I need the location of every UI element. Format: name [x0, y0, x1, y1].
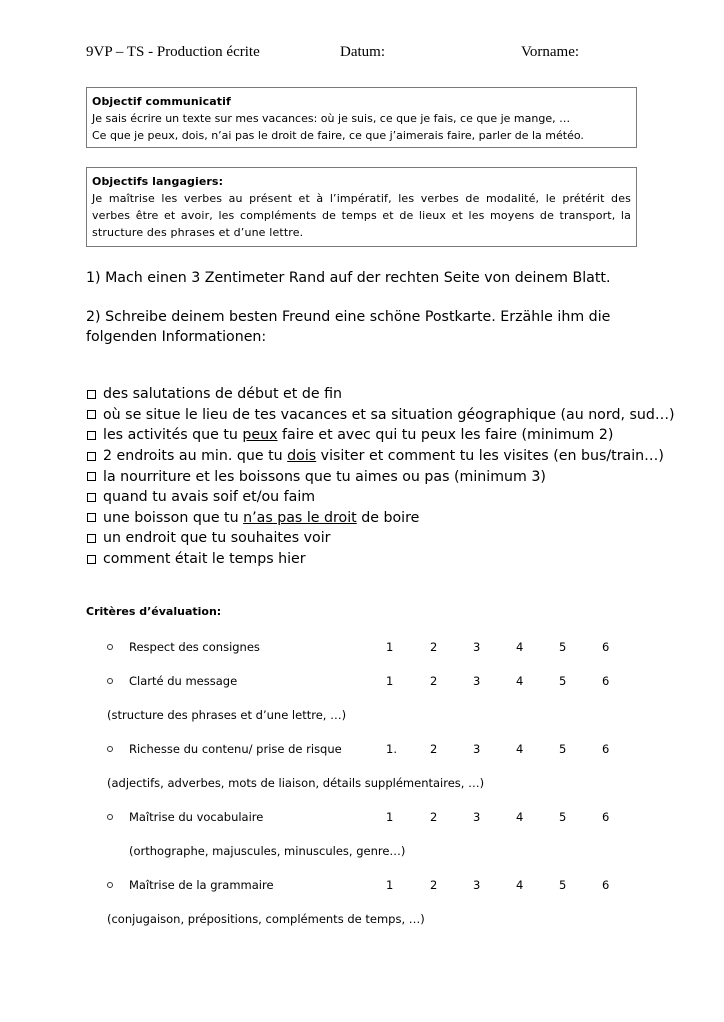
score-option[interactable]: 3: [473, 810, 481, 824]
score-option[interactable]: 2: [430, 742, 438, 756]
objectif-communicatif-line2: Ce que je peux, dois, n’ai pas le droit de faire, ce que j’aimerais faire, parler de la météo.: [92, 129, 584, 142]
criterion-note: (adjectifs, adverbes, mots de liaison, détails supplémentaires, …): [107, 776, 485, 790]
criterion-note: (structure des phrases et d’une lettre, …): [107, 708, 347, 722]
criterion-label: Clarté du message: [129, 674, 238, 688]
instruction-step-2-line1: 2) Schreibe deinem besten Freund eine schöne Postkarte. Erzähle ihm die: [86, 309, 611, 325]
score-option[interactable]: 5: [559, 742, 567, 756]
checkbox-icon[interactable]: [87, 534, 96, 543]
criterion-note: (conjugaison, prépositions, compléments de temps, …): [107, 912, 425, 926]
score-option[interactable]: 5: [559, 810, 567, 824]
score-option[interactable]: 3: [473, 742, 481, 756]
checklist-item: où se situe le lieu de tes vacances et sa situation géographique (au nord, sud…): [86, 405, 656, 426]
underlined-word: n’as pas le droit: [243, 509, 357, 526]
checkbox-icon[interactable]: [87, 472, 96, 481]
instruction-step-1: 1) Mach einen 3 Zentimeter Rand auf der rechten Seite von deinem Blatt.: [86, 270, 611, 286]
criterion-label: Maîtrise de la grammaire: [129, 878, 274, 892]
criterion-row: [0, 640, 724, 658]
page-header: [86, 44, 646, 64]
score-option[interactable]: 1: [386, 674, 394, 688]
score-option[interactable]: 1: [386, 640, 394, 654]
criterion-label: Respect des consignes: [129, 640, 260, 654]
instruction-step-2-line2: folgenden Informationen:: [86, 329, 267, 345]
instruction-step-2: [86, 307, 646, 347]
criterion-row: [0, 878, 724, 896]
worksheet-title: 9VP – TS - Production écrite: [86, 44, 260, 60]
score-option[interactable]: 2: [430, 674, 438, 688]
checkbox-icon[interactable]: [87, 493, 96, 502]
objectifs-langagiers-line3: structure des phrases et d’une lettre.: [92, 226, 304, 239]
date-label: Datum:: [340, 44, 385, 60]
checkbox-icon[interactable]: [87, 410, 96, 419]
criterion-label: Maîtrise du vocabulaire: [129, 810, 264, 824]
criterion-row: [0, 674, 724, 692]
score-option[interactable]: 3: [473, 674, 481, 688]
criteria-title: Critères d’évaluation:: [86, 605, 222, 618]
criterion-note: (orthographe, majuscules, minuscules, genre…): [129, 844, 406, 858]
circle-bullet-icon: [107, 746, 113, 752]
objectifs-langagiers-line1: Je maîtrise les verbes au présent et à l’impératif, les verbes de modalité, le prétérit des: [92, 192, 631, 205]
score-option[interactable]: 4: [516, 878, 524, 892]
score-option[interactable]: 4: [516, 810, 524, 824]
checklist-item: comment était le temps hier: [86, 549, 656, 570]
checkbox-icon[interactable]: [87, 431, 96, 440]
first-name-label: Vorname:: [521, 44, 580, 60]
underlined-word: dois: [287, 448, 317, 465]
score-option[interactable]: 6: [602, 742, 610, 756]
criterion-row: [0, 742, 724, 760]
circle-bullet-icon: [107, 882, 113, 888]
checklist-item: 2 endroits au min. que tu dois visiter et comment tu les visites (en bus/train…): [86, 446, 656, 467]
score-option[interactable]: 5: [559, 640, 567, 654]
checklist-item: des salutations de début et de fin: [86, 384, 656, 405]
score-option[interactable]: 2: [430, 810, 438, 824]
score-option[interactable]: 3: [473, 640, 481, 654]
score-option[interactable]: 2: [430, 640, 438, 654]
score-option[interactable]: 1: [386, 878, 394, 892]
checklist-item: quand tu avais soif et/ou faim: [86, 487, 656, 508]
objectifs-langagiers-box: [86, 167, 637, 247]
checkbox-icon[interactable]: [87, 555, 96, 564]
underlined-word: peux: [242, 427, 278, 444]
checkbox-icon[interactable]: [87, 390, 96, 399]
content-checklist: [86, 384, 675, 569]
score-option[interactable]: 3: [473, 878, 481, 892]
score-option[interactable]: 4: [516, 674, 524, 688]
criterion-row: [0, 810, 724, 828]
score-option[interactable]: 6: [602, 810, 610, 824]
score-option[interactable]: 1.: [386, 742, 397, 756]
checkbox-icon[interactable]: [87, 452, 96, 461]
checklist-item: les activités que tu peux faire et avec qui tu peux les faire (minimum 2): [86, 425, 656, 446]
checklist-item: un endroit que tu souhaites voir: [86, 528, 656, 549]
checklist-item: la nourriture et les boissons que tu aimes ou pas (minimum 3): [86, 466, 656, 487]
objectifs-langagiers-body: [92, 190, 631, 241]
score-option[interactable]: 1: [386, 810, 394, 824]
circle-bullet-icon: [107, 644, 113, 650]
circle-bullet-icon: [107, 814, 113, 820]
objectif-communicatif-line1: Je sais écrire un texte sur mes vacances: où je suis, ce que je fais, ce que je mange, …: [92, 112, 571, 125]
objectif-communicatif-box: [86, 87, 637, 148]
checkbox-icon[interactable]: [87, 513, 96, 522]
objectifs-langagiers-title: Objectifs langagiers:: [92, 175, 224, 188]
score-option[interactable]: 6: [602, 640, 610, 654]
score-option[interactable]: 6: [602, 878, 610, 892]
score-option[interactable]: 6: [602, 674, 610, 688]
criterion-label: Richesse du contenu/ prise de risque: [129, 742, 342, 756]
score-option[interactable]: 4: [516, 640, 524, 654]
score-option[interactable]: 5: [559, 674, 567, 688]
score-option[interactable]: 4: [516, 742, 524, 756]
objectif-communicatif-title: Objectif communicatif: [92, 95, 231, 108]
objectifs-langagiers-line2: verbes être et avoir, les compléments de temps et de lieux et les moyens de transport, la: [92, 209, 631, 222]
checklist-item: une boisson que tu n’as pas le droit de boire: [86, 508, 656, 529]
circle-bullet-icon: [107, 678, 113, 684]
score-option[interactable]: 5: [559, 878, 567, 892]
score-option[interactable]: 2: [430, 878, 438, 892]
